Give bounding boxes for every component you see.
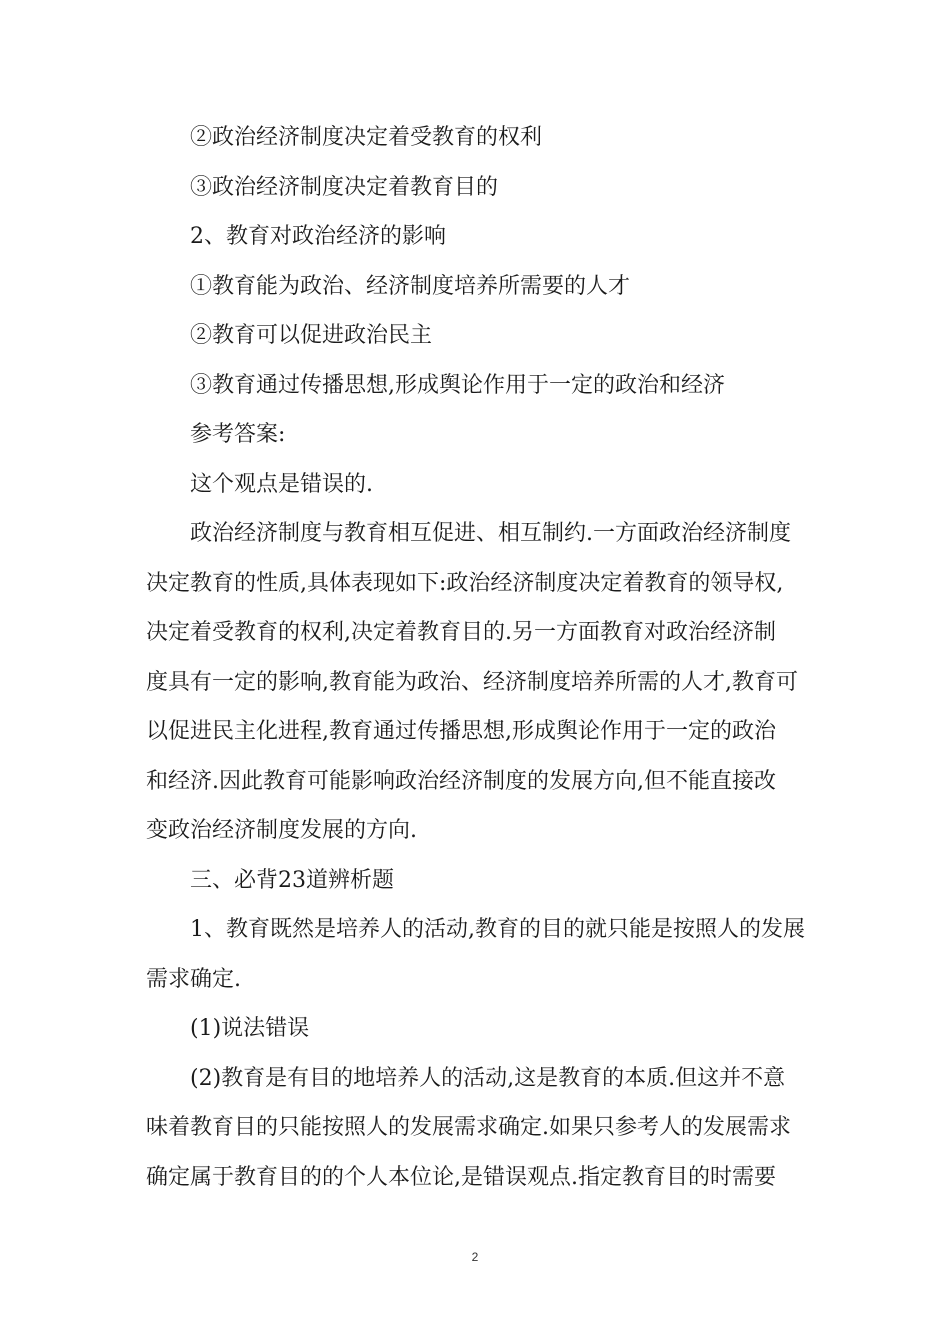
text-line: ②教育可以促进政治民主: [190, 323, 433, 348]
text-line: 味着教育目的只能按照人的发展需求确定.如果只参考人的发展需求: [146, 1115, 791, 1140]
text-line: 变政治经济制度发展的方向.: [146, 818, 417, 843]
text-line: 需求确定.: [146, 966, 241, 992]
body-text: [146, 113, 810, 1202]
text-line: (2)教育是有目的地培养人的活动,这是教育的本质.但这并不意: [190, 1065, 786, 1091]
text-line: ③政治经济制度决定着教育目的: [190, 174, 499, 200]
text-line: 和经济.因此教育可能影响政治经济制度的发展方向,但不能直接改: [146, 768, 776, 794]
text-line: 确定属于教育目的的个人本位论,是错误观点.指定教育目的时需要: [146, 1164, 776, 1190]
text-line: 1、教育既然是培养人的活动,教育的目的就只能是按照人的发展: [190, 917, 805, 942]
text-line: ③教育通过传播思想,形成舆论作用于一定的政治和经济: [190, 372, 725, 398]
text-line: ②政治经济制度决定着受教育的权利: [190, 125, 543, 150]
text-line: 2、教育对政治经济的影响: [190, 224, 446, 249]
text-line: 参考答案:: [190, 422, 286, 447]
text-line: 决定教育的性质,具体表现如下:政治经济制度决定着教育的领导权,: [146, 570, 784, 596]
text-line: 以促进民主化进程,教育通过传播思想,形成舆论作用于一定的政治: [146, 719, 776, 744]
page-number: 2: [471, 1250, 479, 1264]
text-line: 政治经济制度与教育相互促进、相互制约.一方面政治经济制度: [190, 521, 791, 546]
text-line: 决定着受教育的权利,决定着教育目的.另一方面教育对政治经济制: [146, 620, 776, 645]
section-heading: 三、必背23道辨析题: [190, 867, 394, 893]
text-line: 这个观点是错误的.: [190, 471, 373, 497]
text-line: (1)说法错误: [190, 1016, 310, 1041]
text-line: ①教育能为政治、经济制度培养所需要的人才: [190, 273, 631, 299]
text-line: 度具有一定的影响,教育能为政治、经济制度培养所需的人才,教育可: [146, 669, 798, 695]
